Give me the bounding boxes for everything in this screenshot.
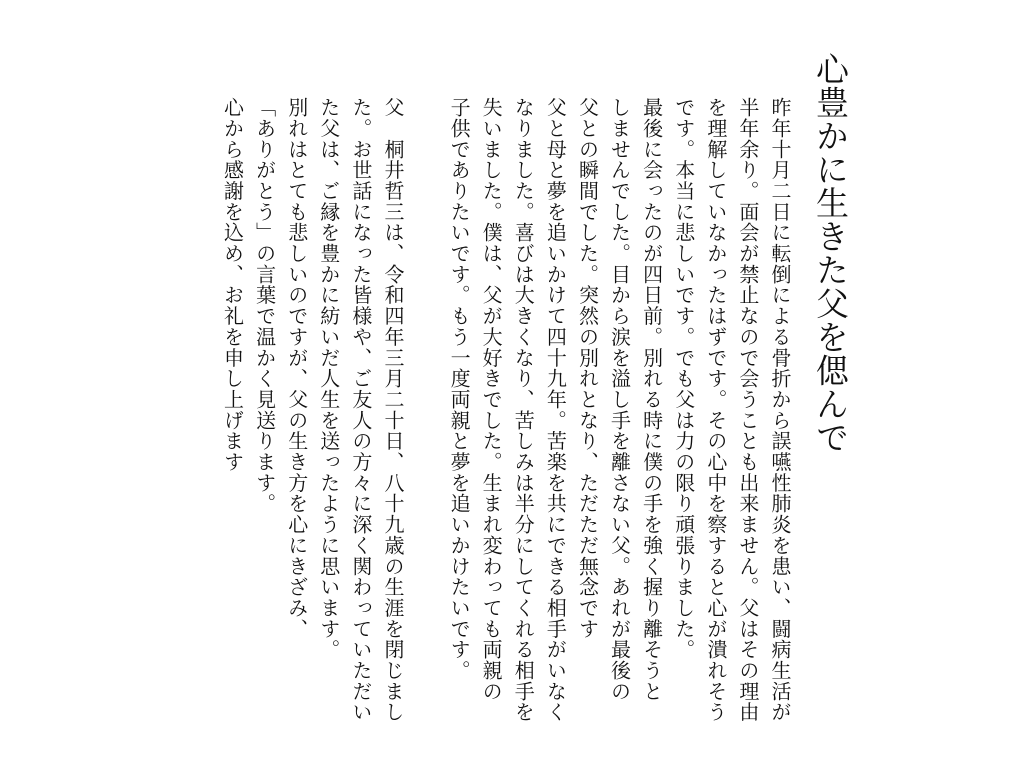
body-line: 最後に会ったのが四日前。別れる時に僕の手を強く握り離そうと [639,97,664,702]
letter-body [216,97,796,727]
body-line: 子供でありたいです。もう一度両親と夢を追いかけたいです。 [447,97,472,681]
body-line: 心から感謝を込め、お礼を申し上げます [220,97,245,473]
body-line: しませんでした。目から涙を溢し手を離さない父。あれが最後の [607,97,632,702]
body-line: 昨年十月二日に転倒による骨折から誤嚥性肺炎を患い、闘病生活が [768,97,792,723]
body-line: た父は、ご縁を豊かに紡いだ人生を送ったように思います。 [316,97,341,660]
body-line: 半年余り。面会が禁止なので会うことも出来ません。父はその理由 [735,97,760,723]
body-line: 父と母と夢を追いかけて四十九年。苦楽を共にできる相手がいなく [543,97,568,723]
letter-title: 心豊かに生きた父を偲んで [811,52,850,454]
body-line: なりました。喜びは大きくなり、苦しみは半分にしてくれる相手を [511,97,536,723]
body-line: 別れはとても悲しいのですが、父の生き方を心にきざみ、 [284,97,309,640]
body-line: を理解していなかったはずです。その心中を察すると心が潰れそう [703,97,728,723]
body-line: 失いました。僕は、父が大好きでした。生まれ変わっても両親の [479,97,504,702]
body-line: 「ありがとう」の言葉で温かく見送ります。 [252,97,277,514]
paragraph-gap [409,97,443,727]
body-line: 父 桐井哲三は、令和四年三月二十日、八十九歳の生涯を閉じまし [380,97,405,723]
body-line: た。お世話になった皆様や、ご友人の方々に深く関わっていただい [348,97,373,723]
body-line: 父との瞬間でした。突然の別れとなり、ただただ無念です [575,97,600,640]
body-line: です。本当に悲しいです。でも父は力の限り頑張りました。 [671,97,696,660]
